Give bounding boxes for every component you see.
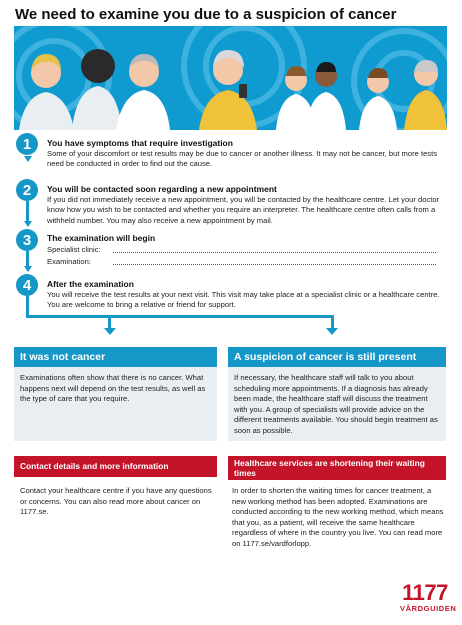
step-3-connector (26, 251, 29, 267)
step-1-body: Some of your discomfort or test results may be due to cancer or another illness. It may not be cancer, but more tests need be conducted in order to find out the cause. (47, 149, 437, 169)
step-3-arrow-icon (24, 266, 32, 272)
suspicion-heading: A suspicion of cancer is still present (228, 347, 446, 367)
suspicion-panel (228, 367, 446, 441)
waiting-heading-text: Healthcare services are shortening their waiting times (234, 457, 425, 478)
branch-horizontal-line (26, 315, 334, 318)
step-3-title: The examination will begin (47, 233, 156, 243)
step-3-number: 3 (16, 229, 38, 251)
specialist-clinic-line (113, 252, 436, 253)
not-cancer-panel (14, 367, 217, 441)
contact-text: Contact your healthcare centre if you have any questions or concerns. You can also read more about cancer on 1177.se. (20, 486, 212, 517)
illustration-banner (14, 26, 447, 130)
step-2-connector (26, 201, 29, 222)
waiting-text: In order to shorten the waiting times for cancer treatment, a new working method has been adopted. Examinations are conducted according to the new working method, which means that you, as a patient, will receive the same healthcare regardless of where in the country you live. You can read more on 1177.se/vardforlopp. (232, 486, 444, 548)
contact-heading (14, 456, 217, 477)
branch-right-line (331, 315, 334, 329)
step-4-title: After the examination (47, 279, 134, 289)
step-1-arrow-icon (24, 156, 32, 162)
specialist-clinic-label: Specialist clinic: (47, 245, 101, 254)
step-1-title: You have symptoms that require investigation (47, 138, 233, 148)
step-2-arrow-icon (24, 221, 32, 227)
logo-number: 1177 (402, 580, 448, 605)
healthcare-staff-illustration (14, 26, 447, 130)
step-2-title: You will be contacted soon regarding a new appointment (47, 184, 277, 194)
step-2-number: 2 (16, 179, 38, 201)
step-1-number: 1 (16, 133, 38, 155)
logo-name: VÅRDGUIDEN (400, 604, 457, 613)
step-4-body: You will receive the test results at your next visit. This visit may take place at a specialist clinic or a healthcare centre. You are welcome to bring a relative or friend for support. (47, 290, 440, 310)
branch-right-arrow-icon (326, 328, 338, 335)
not-cancer-text: Examinations often show that there is no cancer. What happens next will depend on the test results, as well as the type of care that you require. (20, 373, 206, 404)
vardguiden-logo (400, 580, 457, 613)
waiting-heading (228, 456, 446, 480)
examination-line (113, 264, 436, 265)
branch-left-line (108, 315, 111, 329)
not-cancer-heading: It was not cancer (14, 347, 217, 367)
suspicion-text: If necessary, the healthcare staff will talk to you about scheduling more appointments. If a diagnosis has already been made, the healthcare staff will discuss the treatment with you. A group of specialists will provide advice on the different treatments available. You should begin treatment as soon as possible. (234, 373, 438, 435)
branch-left-arrow-icon (104, 328, 116, 335)
step-2-body: If you did not immediately receive a new appointment, you will be contacted by the healthcare centre. Let your doctor know how you wish to be contacted and whether you require an interpreter. The healthcare centre often calls from a withheld number. You may also receive a new appointment by mail. (47, 195, 440, 225)
page-title: We need to examine you due to a suspicion of cancer (15, 6, 397, 23)
contact-heading-text: Contact details and more information (20, 461, 169, 472)
step-4-number: 4 (16, 274, 38, 296)
examination-label: Examination: (47, 257, 91, 266)
